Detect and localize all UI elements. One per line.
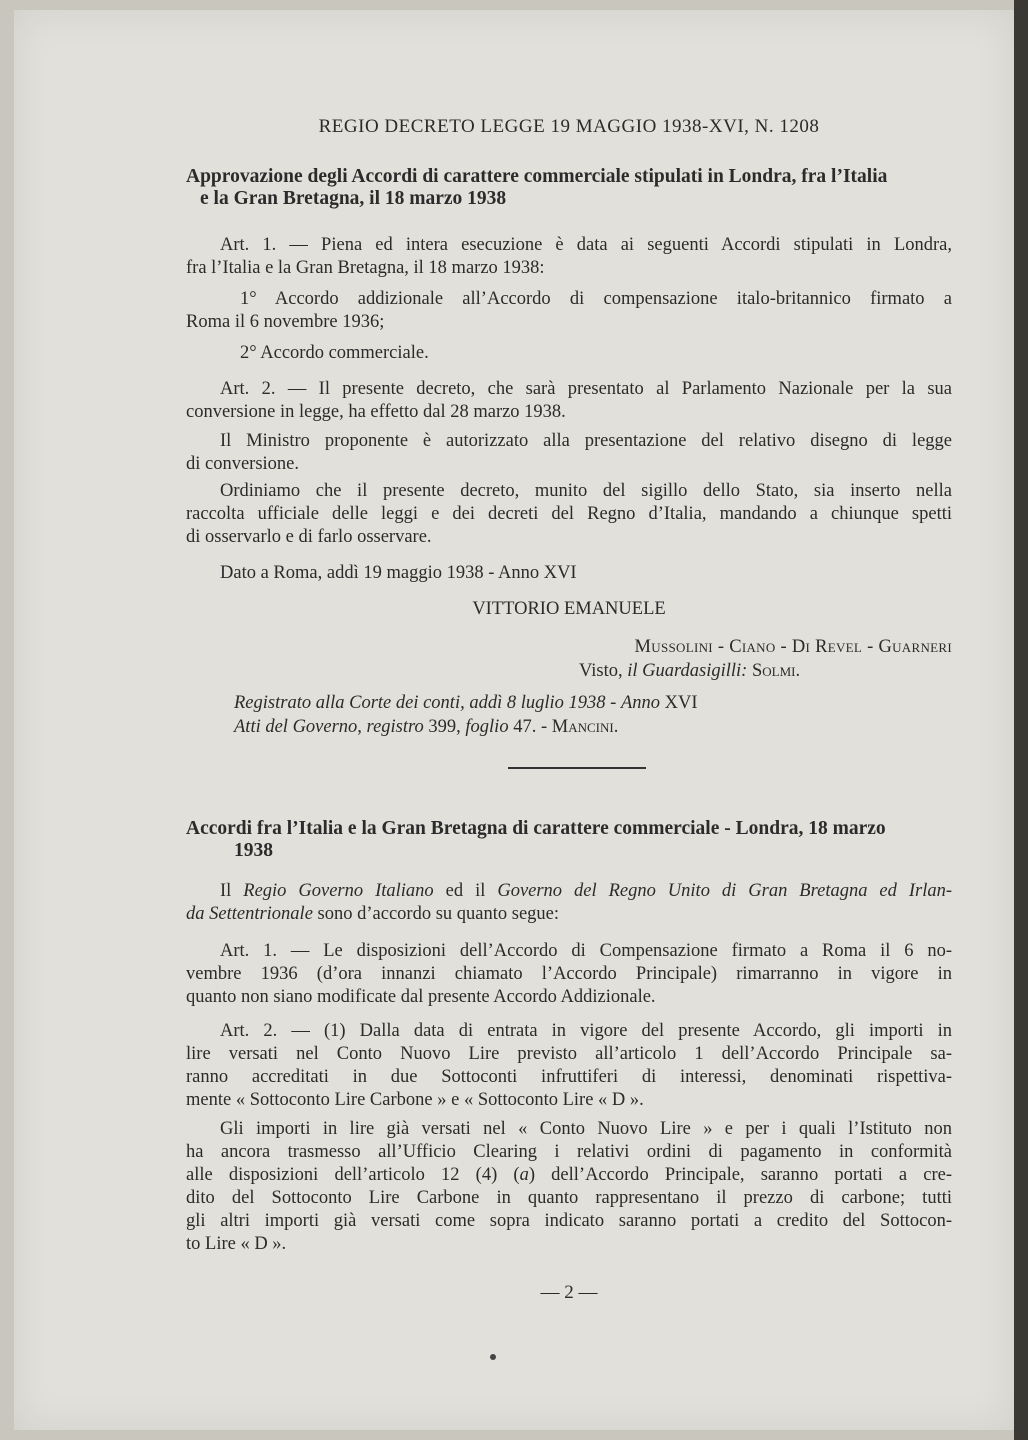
section-divider	[508, 767, 646, 769]
registration-line: Registrato alla Corte dei conti, addì 8 luglio 1938 - Anno XVI	[234, 693, 698, 713]
visto-line: Visto, il Guardasigilli: Solmi.	[579, 661, 801, 681]
agreement-intro: Il Regio Governo Italiano ed il Governo del Regno Unito di Gran Bretagna ed Irlan- da Settentrionale sono d’accordo su quanto segue:	[186, 881, 953, 924]
article-2: Art. 2. — Il presente decreto, che sarà presentato al Parlamento Nazionale per la sua conversione in legge, ha effetto dal 28 marzo 1938.	[186, 379, 952, 422]
minister-paragraph: Il Ministro proponente è autorizzato alla presentazione del relativo disegno di legge di conversione.	[186, 431, 952, 474]
decree-title: Approvazione degli Accordi di carattere commerciale stipulati in Londra, fra l’Italia e la Gran Bretagna, il 18 marzo 1938	[186, 166, 888, 209]
list-item-1: 1° Accordo addizionale all’Accordo di compensazione italo-britannico firmato a Roma il 6 novembre 1936;	[186, 289, 952, 332]
agreement-article-2: Art. 2. — (1) Dalla data di entrata in vigore del presente Accordo, gli importi in lire versati nel Conto Nuovo Lire previsto all’articolo 1 dell’Accordo Principale sa- ranno accreditati in due Sottoconti infruttiferi di interessi, denominati rispettiva- mente « Sottoconto Lire Carbone » e « Sottoconto Lire « D ».	[186, 1021, 952, 1110]
order-paragraph: Ordiniamo che il presente decreto, munito del sigillo dello Stato, sia inserto nella raccolta ufficiale delle leggi e dei decreti del Regno d’Italia, mandando a chiunque spetti di osservarlo e di farlo osservare.	[186, 481, 952, 547]
dated-line: Dato a Roma, addì 19 maggio 1938 - Anno XVI	[220, 563, 577, 583]
article-1: Art. 1. — Piena ed intera esecuzione è data ai seguenti Accordi stipulati in Londra, fra l’Italia e la Gran Bretagna, il 18 marzo 1938:	[186, 235, 952, 278]
page-number: — 2 —	[540, 1282, 598, 1303]
ink-dot	[490, 1354, 496, 1360]
page-edge	[1014, 0, 1028, 1440]
decree-header: REGIO DECRETO LEGGE 19 MAGGIO 1938-XVI, N. 1208	[318, 116, 820, 137]
atti-line: Atti del Governo, registro 399, foglio 47. - Mancini.	[234, 717, 619, 737]
king-signature: VITTORIO EMANUELE	[472, 599, 666, 619]
agreement-paragraph: Gli importi in lire già versati nel « Conto Nuovo Lire » e per i quali l’Istituto non ha ancora trasmesso all’Ufficio Clearing i relativi ordini di pagamento in conformità alle disposizioni dell’articolo 12 (4) (a) dell’Accordo Principale, saranno portati a cre- dito del Sottoconto Lire Carbone in quanto rappresentano il prezzo di carbone; tutti gli altri importi già versati come sopra indicato saranno portati a credito del Sottocon- to Lire « D ».	[186, 1119, 952, 1254]
agreement-title: Accordi fra l’Italia e la Gran Bretagna di carattere commerciale - Londra, 18 marzo 1938	[186, 818, 886, 861]
ministers-signatures: Mussolini - Ciano - Di Revel - Guarneri	[634, 637, 952, 657]
agreement-article-1: Art. 1. — Le disposizioni dell’Accordo di Compensazione firmato a Roma il 6 no- vembre 1936 (d’ora innanzi chiamato l’Accordo Principale) rimarranno in vigore in quanto non siano modificate dal presente Accordo Addizionale.	[186, 941, 952, 1007]
list-item-2: 2° Accordo commerciale.	[240, 343, 429, 363]
